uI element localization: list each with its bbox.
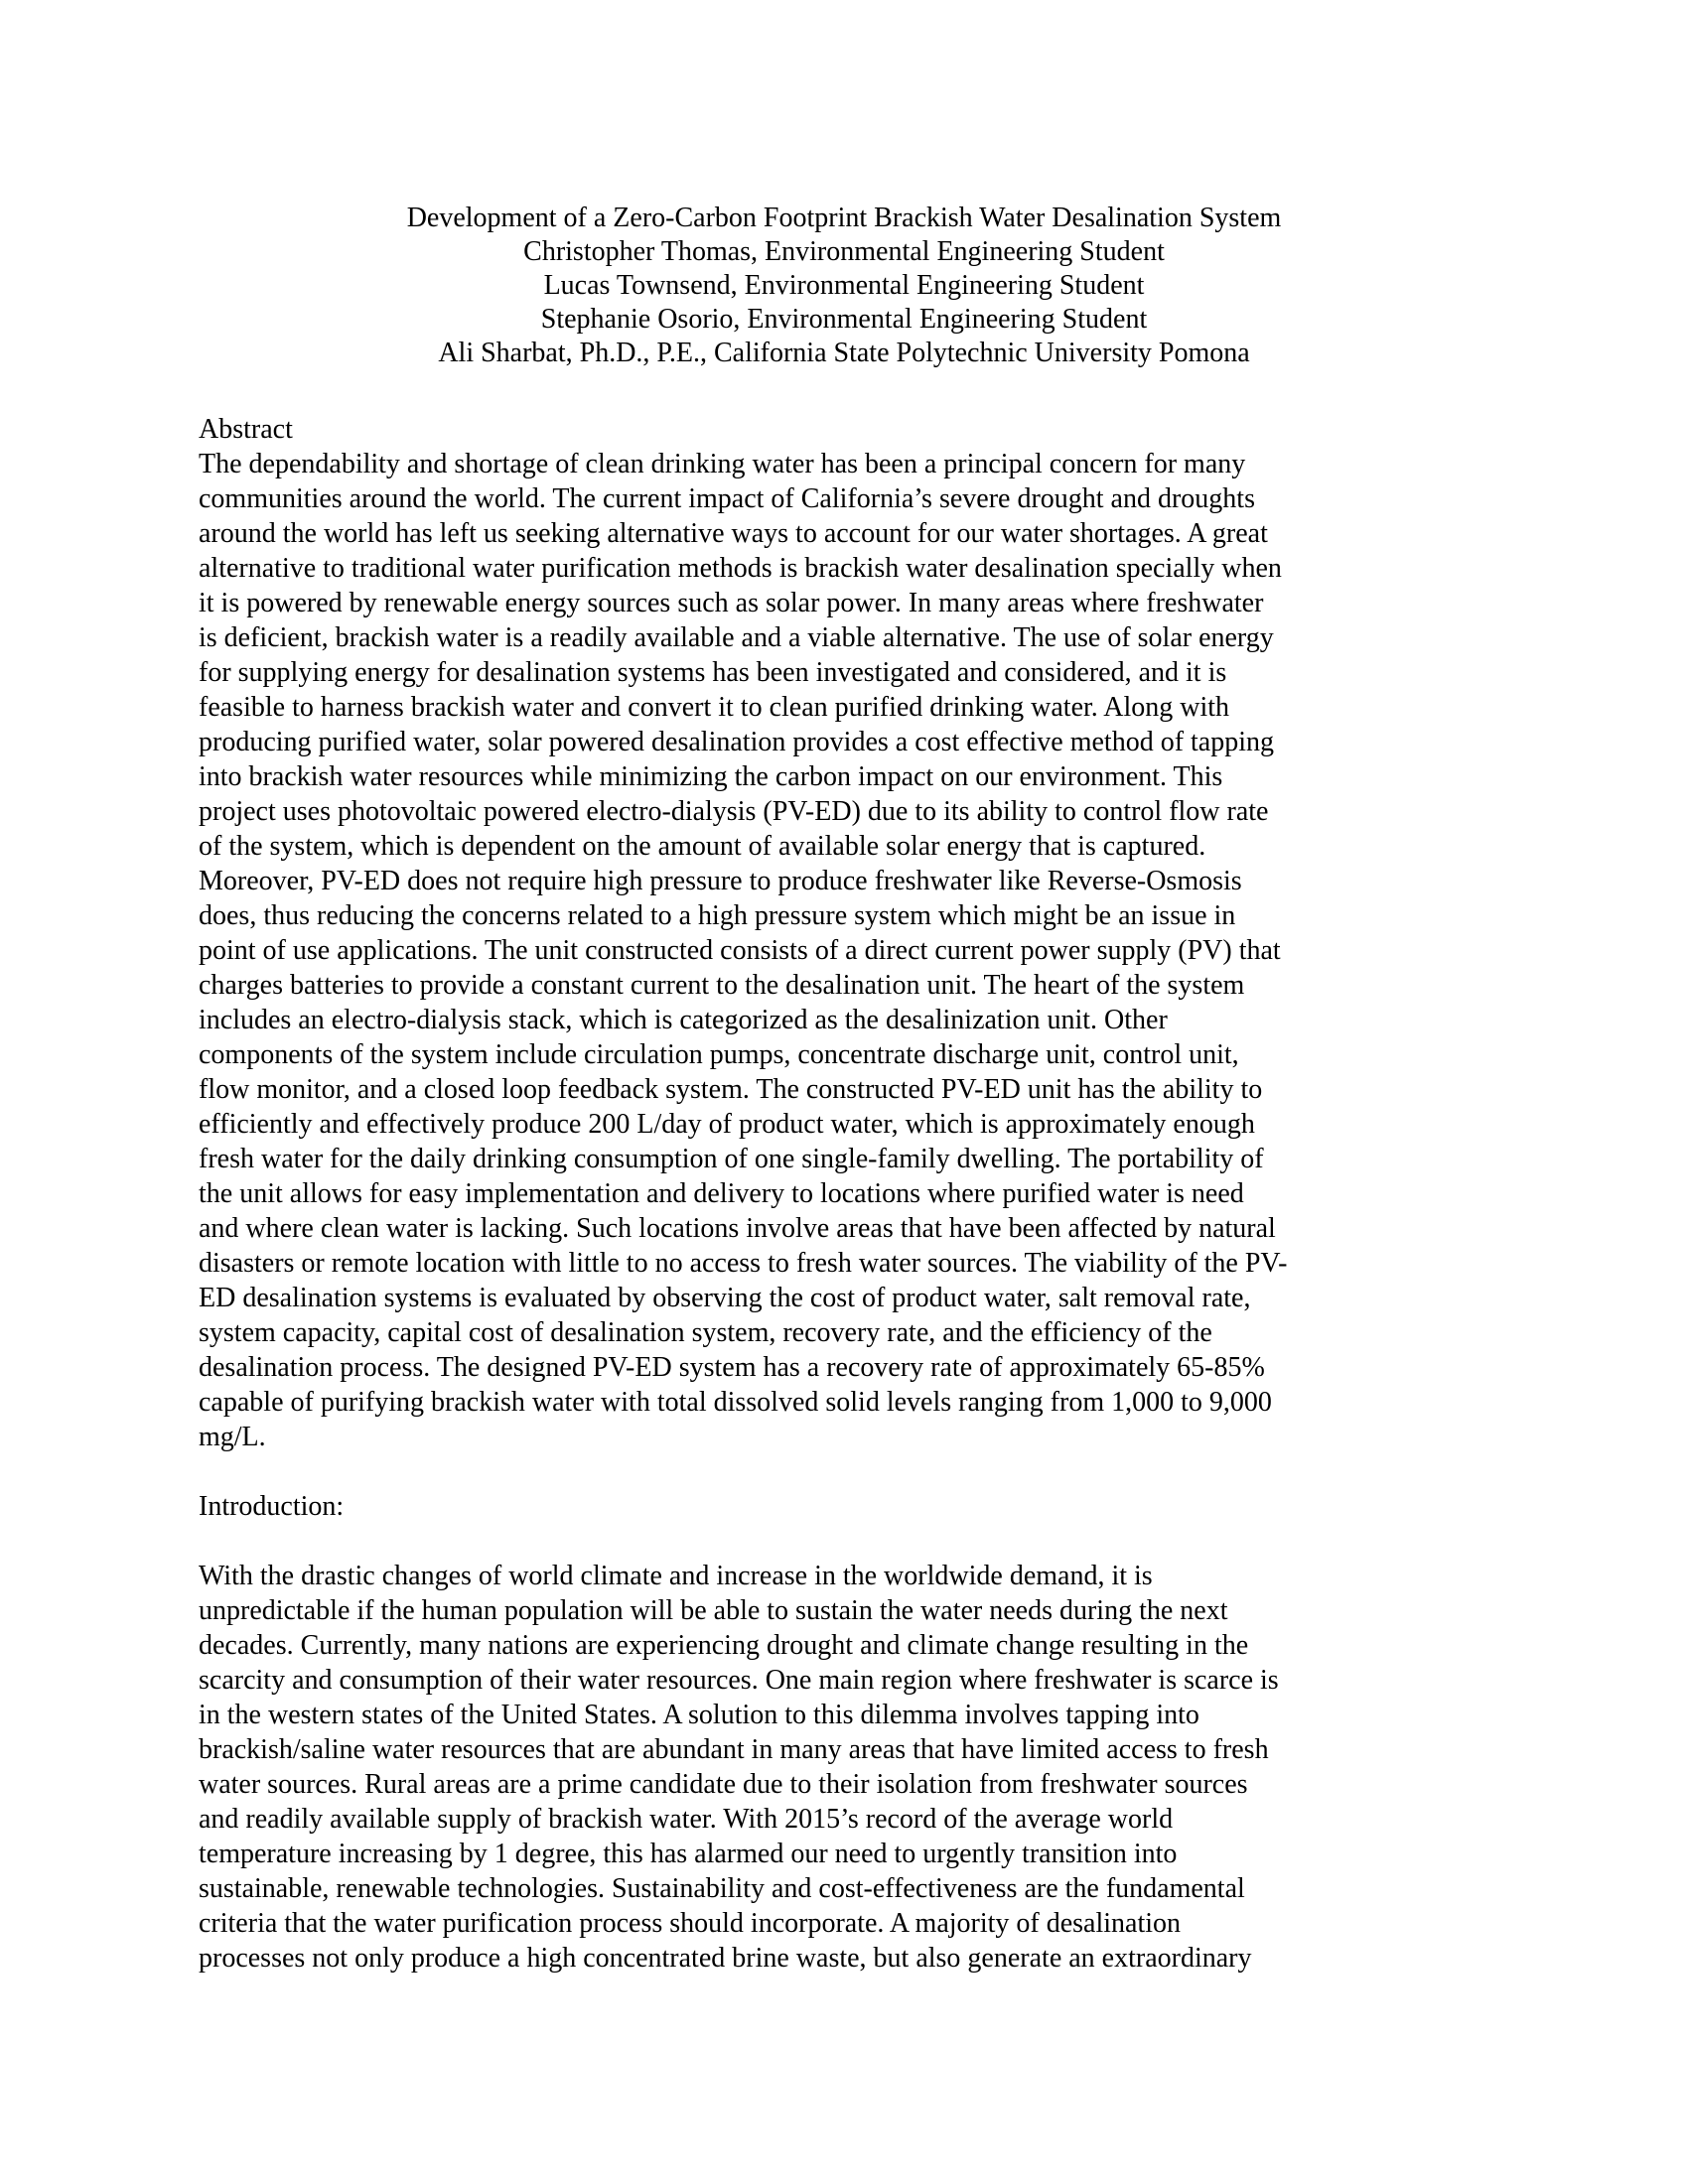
- text-line: into brackish water resources while minimizing the carbon impact on our environment. This: [199, 761, 1223, 792]
- abstract-heading: Abstract: [199, 414, 293, 445]
- text-line: Lucas Townsend, Environmental Engineering Student: [543, 270, 1145, 301]
- text-line: around the world has left us seeking alternative ways to account for our water shortages. A great: [199, 518, 1268, 549]
- text-line: Ali Sharbat, Ph.D., P.E., California State Polytechnic University Pomona: [438, 338, 1250, 368]
- text-line: Christopher Thomas, Environmental Engineering Student: [523, 236, 1165, 267]
- introduction-paragraph: [199, 1559, 1489, 1976]
- text-line: components of the system include circulation pumps, concentrate discharge unit, control unit,: [199, 1039, 1239, 1070]
- text-line: in the western states of the United States. A solution to this dilemma involves tapping into: [199, 1700, 1199, 1730]
- paper-title: Development of a Zero-Carbon Footprint Brackish Water Desalination System: [406, 203, 1282, 233]
- text-line: Moreover, PV-ED does not require high pressure to produce freshwater like Reverse-Osmosis: [199, 866, 1242, 896]
- text-line: efficiently and effectively produce 200 L/day of product water, which is approximately enough: [199, 1109, 1255, 1140]
- text-line: charges batteries to provide a constant current to the desalination unit. The heart of the system: [199, 970, 1245, 1001]
- text-line: capable of purifying brackish water with total dissolved solid levels ranging from 1,000 to 9,000: [199, 1387, 1272, 1418]
- text-line: With the drastic changes of world climate and increase in the worldwide demand, it is: [199, 1561, 1153, 1591]
- text-line: it is powered by renewable energy sources such as solar power. In many areas where freshwater: [199, 588, 1264, 618]
- title-block: [199, 202, 1489, 370]
- text-line: for supplying energy for desalination systems has been investigated and considered, and it is: [199, 657, 1227, 688]
- text-line: communities around the world. The current impact of California’s severe drought and droughts: [199, 483, 1255, 514]
- text-line: is deficient, brackish water is a readily available and a viable alternative. The use of solar energy: [199, 622, 1274, 653]
- introduction-heading: Introduction:: [199, 1491, 345, 1522]
- abstract-section: [199, 412, 1489, 1454]
- introduction-section: [199, 1489, 1489, 1976]
- text-line: of the system, which is dependent on the amount of available solar energy that is captured.: [199, 831, 1206, 862]
- abstract-paragraph: [199, 447, 1489, 1454]
- text-line: includes an electro-dialysis stack, which is categorized as the desalinization unit. Other: [199, 1005, 1168, 1035]
- text-line: ED desalination systems is evaluated by observing the cost of product water, salt removal rate,: [199, 1283, 1251, 1313]
- text-line: desalination process. The designed PV-ED system has a recovery rate of approximately 65-85%: [199, 1352, 1265, 1383]
- text-line: brackish/saline water resources that are abundant in many areas that have limited access to fresh: [199, 1734, 1269, 1765]
- text-line: mg/L.: [199, 1422, 266, 1452]
- text-line: processes not only produce a high concentrated brine waste, but also generate an extraordinary: [199, 1943, 1252, 1974]
- text-line: unpredictable if the human population will be able to sustain the water needs during the next: [199, 1595, 1228, 1626]
- text-line: The dependability and shortage of clean drinking water has been a principal concern for many: [199, 449, 1246, 479]
- text-line: decades. Currently, many nations are experiencing drought and climate change resulting in the: [199, 1630, 1249, 1661]
- paper-body: [199, 412, 1489, 1976]
- text-line: project uses photovoltaic powered electro-dialysis (PV-ED) due to its ability to control flow rate: [199, 796, 1269, 827]
- text-line: producing purified water, solar powered desalination provides a cost effective method of tapping: [199, 727, 1275, 757]
- text-line: does, thus reducing the concerns related to a high pressure system which might be an issue in: [199, 900, 1236, 931]
- text-line: criteria that the water purification process should incorporate. A majority of desalination: [199, 1908, 1182, 1939]
- text-line: fresh water for the daily drinking consumption of one single-family dwelling. The portability of: [199, 1144, 1264, 1174]
- text-line: point of use applications. The unit constructed consists of a direct current power supply (PV) that: [199, 935, 1281, 966]
- text-line: Stephanie Osorio, Environmental Engineering Student: [540, 304, 1148, 335]
- text-line: system capacity, capital cost of desalination system, recovery rate, and the efficiency of the: [199, 1317, 1212, 1348]
- text-line: temperature increasing by 1 degree, this has alarmed our need to urgently transition into: [199, 1839, 1178, 1869]
- text-line: alternative to traditional water purification methods is brackish water desalination specially when: [199, 553, 1282, 584]
- text-line: feasible to harness brackish water and convert it to clean purified drinking water. Along with: [199, 692, 1230, 723]
- text-line: the unit allows for easy implementation and delivery to locations where purified water is need: [199, 1178, 1244, 1209]
- author-lines: [199, 235, 1489, 370]
- text-line: flow monitor, and a closed loop feedback system. The constructed PV-ED unit has the ability to: [199, 1074, 1263, 1105]
- text-line: water sources. Rural areas are a prime candidate due to their isolation from freshwater sources: [199, 1769, 1248, 1800]
- text-line: disasters or remote location with little to no access to fresh water sources. The viability of the PV-: [199, 1248, 1288, 1279]
- text-line: and where clean water is lacking. Such locations involve areas that have been affected by natural: [199, 1213, 1276, 1244]
- text-line: scarcity and consumption of their water resources. One main region where freshwater is scarce is: [199, 1665, 1279, 1696]
- text-line: sustainable, renewable technologies. Sustainability and cost-effectiveness are the fundamental: [199, 1873, 1245, 1904]
- text-line: and readily available supply of brackish water. With 2015’s record of the average world: [199, 1804, 1174, 1835]
